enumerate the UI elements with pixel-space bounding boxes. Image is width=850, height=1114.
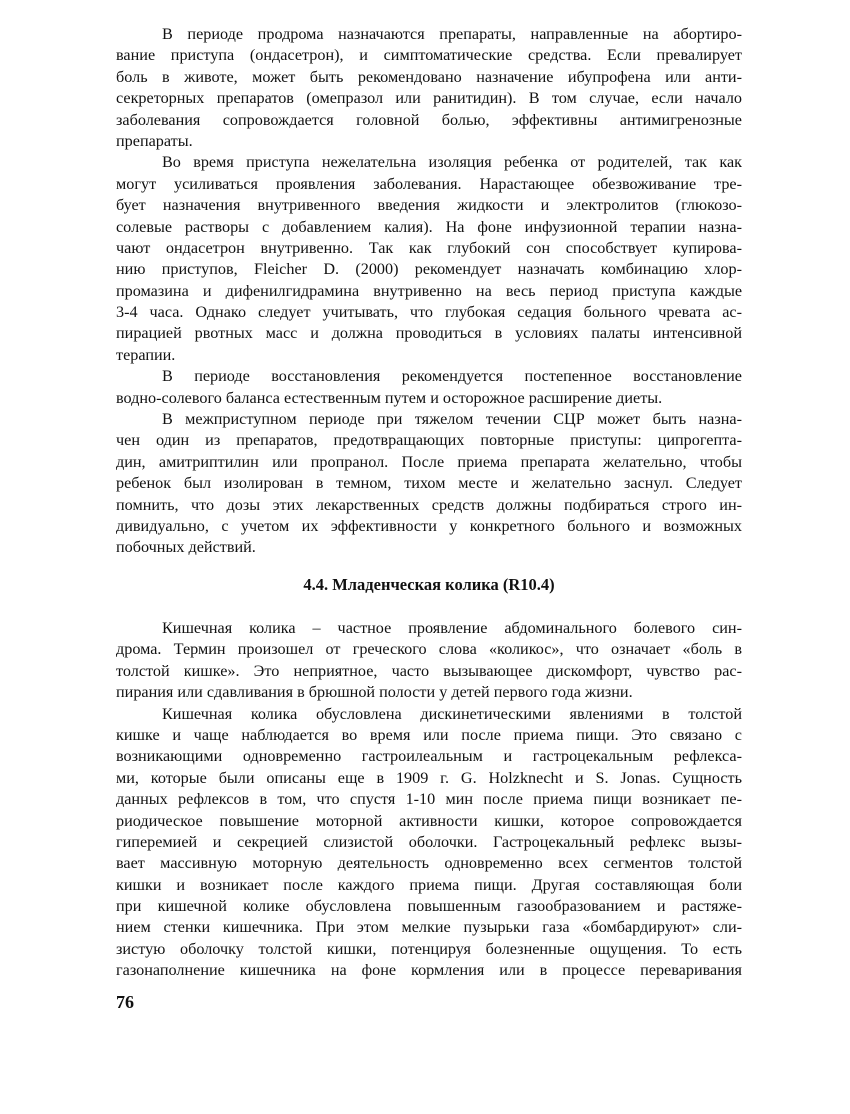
text-line: пирацией рвотных масс и должна проводиться в условиях палаты интенсивной xyxy=(116,324,742,343)
text-line: нию приступов, Fleicher D. (2000) рекомендует назначать комбинацию хлор- xyxy=(116,260,742,279)
text-line: ми, которые были описаны еще в 1909 г. G. Holzknecht и S. Jonas. Сущность xyxy=(116,768,742,787)
text-line: дрома. Термин произошел от греческого слова «коликос», что означает «боль в xyxy=(116,640,742,659)
text-line: кишки и возникает после каждого приема пищи. Другая составляющая боли xyxy=(116,875,742,894)
text-line: зистую оболочку толстой кишки, потенцируя болезненные ощущения. То есть xyxy=(116,939,742,958)
text-line: боль в животе, может быть рекомендовано назначение ибупрофена или анти- xyxy=(116,67,742,86)
text-line: 3-4 часа. Однако следует учитывать, что глубокая седация больного чревата ас- xyxy=(116,303,742,322)
text-line: могут усиливаться проявления заболевания. Нарастающее обезвоживание тре- xyxy=(116,174,742,193)
text-line: гиперемией и секрецией слизистой оболочки. Гастроцекальный рефлекс вызы- xyxy=(116,832,742,851)
text-line: побочных действий. xyxy=(116,538,256,557)
text-line: пирания или сдавливания в брюшной полости у детей первого года жизни. xyxy=(116,683,633,702)
text-line: терапии. xyxy=(116,345,176,364)
text-line: вание приступа (ондасетрон), и симптоматические средства. Если превалирует xyxy=(116,46,742,65)
page-number: 76 xyxy=(116,992,134,1012)
text-line: дивидуально, с учетом их эффективности у конкретного больного и возможных xyxy=(116,516,742,535)
text-line: препараты. xyxy=(116,131,193,150)
section-heading: 4.4. Младенческая колика (R10.4) xyxy=(303,575,555,594)
text-block-lower xyxy=(116,618,742,982)
text-line: Во время приступа нежелательна изоляция ребенка от родителей, так как xyxy=(162,153,742,172)
text-line: секреторных препаратов (омепразол или ранитидин). В том случае, если начало xyxy=(116,89,742,108)
text-line: чают ондасетрон внутривенно. Так как глубокий сон способствует купирова- xyxy=(116,238,742,257)
text-line: риодическое повышение моторной активности кишки, которое сопровождается xyxy=(116,811,742,830)
text-line: толстой кишке». Это неприятное, часто вызывающее дискомфорт, чувство рас- xyxy=(116,661,742,680)
text-block-upper xyxy=(116,24,742,559)
text-line: вает массивную моторную деятельность одновременно всех сегментов толстой xyxy=(116,854,742,873)
text-line: Кишечная колика обусловлена дискинетическими явлениями в толстой xyxy=(162,704,742,723)
text-line: нием стенки кишечника. При этом мелкие пузырьки газа «бомбардируют» сли- xyxy=(116,918,742,937)
text-line: В периоде продрома назначаются препараты, направленные на абортиро- xyxy=(162,25,742,43)
text-line: газонаполнение кишечника на фоне кормления или в процессе переваривания xyxy=(116,961,742,980)
text-line: солевые растворы с добавлением калия). На фоне инфузионной терапии назна- xyxy=(116,217,742,236)
text-line: помнить, что дозы этих лекарственных средств должны подбираться строго ин- xyxy=(116,495,742,514)
text-line: водно-солевого баланса естественным путем и осторожное расширение диеты. xyxy=(116,388,663,407)
text-line: чен один из препаратов, предотвращающих повторные приступы: ципрогепта- xyxy=(116,431,742,450)
text-line: В межприступном периоде при тяжелом течении СЦР может быть назна- xyxy=(162,410,742,429)
text-line: дин, амитриптилин или пропранол. После приема препарата желательно, чтобы xyxy=(116,452,742,471)
text-line: В периоде восстановления рекомендуется постепенное восстановление xyxy=(162,367,742,386)
text-line: заболевания сопровождается головной болью, эффективны антимигренозные xyxy=(116,110,742,129)
text-line: промазина и дифенилгидрамина внутривенно на весь период приступа каждые xyxy=(116,281,742,300)
text-line: кишке и чаще наблюдается во время или после приема пищи. Это связано с xyxy=(116,725,742,744)
text-line: ребенок был изолирован в темном, тихом месте и желательно заснул. Следует xyxy=(116,474,742,493)
text-line: бует назначения внутривенного введения жидкости и электролитов (глюкозо- xyxy=(116,196,742,215)
text-line: при кишечной колике обусловлена повышенным газообразованием и растяже- xyxy=(116,897,742,916)
text-line: Кишечная колика – частное проявление абдоминального болевого син- xyxy=(162,619,742,637)
text-line: данных рефлексов в том, что спустя 1-10 мин после приема пищи возникает пе- xyxy=(116,790,742,809)
text-line: возникающими одновременно гастроилеальным и гастроцекальным рефлекса- xyxy=(116,747,742,766)
